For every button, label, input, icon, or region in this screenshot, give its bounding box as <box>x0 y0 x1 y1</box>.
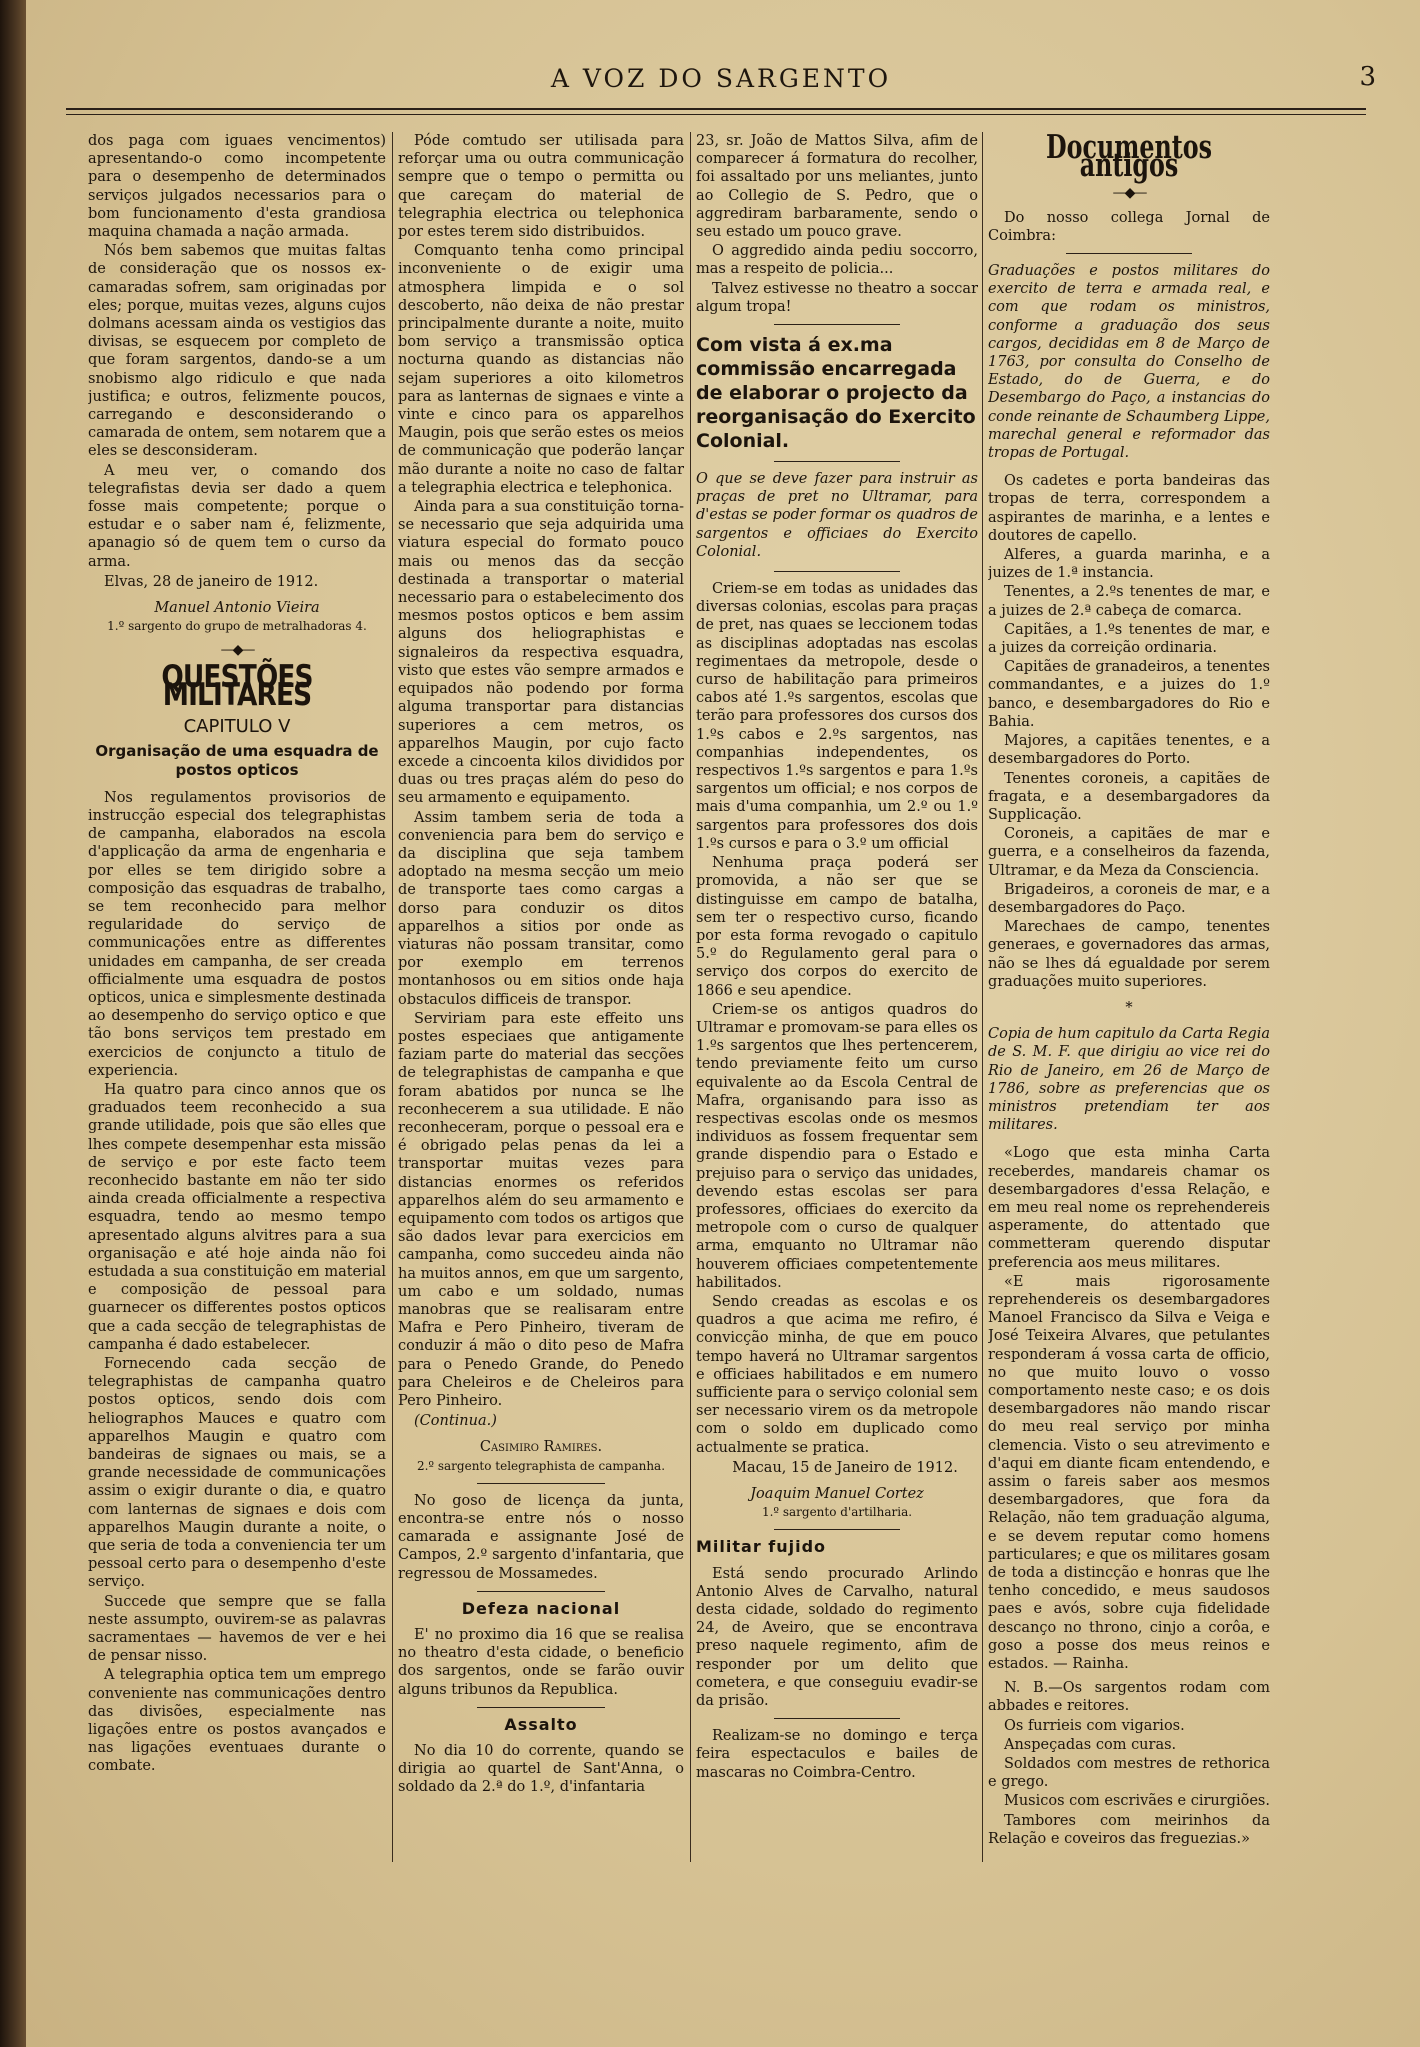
article-paragraph: Nos regulamentos provisorios de instrucção especial dos telegraphistas de campanha, elaborados na escola d'applicação da arma de engenharia e por elles se tem dirigido sobre a composição das esquadras de trabalho, se tem reconhecido para melhor regularidade do serviço de communicações entre as differentes unidades em campanha, de ser creada officialmente uma esquadra de postos opticos, unica e simplesmente destinada ao desempenho do serviço optico e que tão bons serviços tem prestado em exercicios de conjuncto a titulo de experiencia. <box>88 789 386 1079</box>
article-paragraph: Tenentes coroneis, a capitães de fragata, e a desembargadores da Supplicação. <box>988 770 1270 823</box>
author-rank: 1.º sargento do grupo de metralhadoras 4. <box>107 619 367 634</box>
article-paragraph: Marechaes de campo, tenentes generaes, e governadores das armas, não se lhes dá egualdade por serem graduações muito superiores. <box>988 919 1270 990</box>
article-paragraph: Coroneis, a capitães de mar e guerra, e a conselheiros da fazenda, Ultramar, e da Meza da Consciencia. <box>988 826 1270 879</box>
section-title: Documentos antigos <box>1046 132 1212 185</box>
divider <box>477 1483 606 1484</box>
article-paragraph: Capitães de granadeiros, a tenentes commandantes, e a juizes do 1.º banco, e desembargadores do Rio e Bahia. <box>988 659 1270 730</box>
continua-note: (Continua.) <box>414 1413 497 1430</box>
article-paragraph: Póde comtudo ser utilisada para reforçar uma ou outra communicação sempre que o tempo o permitta ou que careçam do material de telegraphia electrica ou telephonica por estes terem sido distribuidos. <box>398 133 684 241</box>
section-title: Assalto <box>504 1714 578 1734</box>
book-binding <box>0 0 26 2047</box>
article-paragraph: Alferes, a guarda marinha, e a juizes de 1.ª instancia. <box>988 547 1270 582</box>
article-paragraph: Os cadetes e porta bandeiras das tropas de terra, correspondem a aspirantes de marinha, e a lentes e doutores de capello. <box>988 473 1270 544</box>
article-paragraph: Ainda para a sua constituição torna-se necessario que seja adquirida uma viatura especial do formato pouco mais ou menos das da secção destinada a transportar o material necessario para o estabelecimento dos mesmos postos opticos e bem assim alguns dos heliographistas e signaleiros da respectiva esquadra, visto que estes vão sempre armados e equipados não podendo por forma alguma transportar para distancias superiores a cem metros, os apparelhos Maugin, por cujo facto excede a cincoenta kilos divididos por duas ou tres praças além do peso do seu armamento e equipamento. <box>398 499 684 807</box>
notice-paragraph: Realizam-se no domingo e terça feira espectaculos e bailes de mascaras no Coimbra-Centro. <box>696 1728 978 1781</box>
article-paragraph: Comquanto tenha como principal inconveniente o de exigir uma atmosphera limpida e o sol descoberto, não deixa de não prestar principalmente durante a noite, muito bom serviço a transmissão optica nocturna quando as distancias não sejam superiores a oito kilometros para as lanternas de signaes e vinte a vinte e cinco para os apparelhos Maugin, pois que serão estes os meios de communicação que poderão lançar mão durante a noite no caso de faltar a telegraphia electrica e telephonica. <box>398 243 684 496</box>
article-lead: O que se deve fazer para instruir as praças de pret no Ultramar, para d'estas se poder formar os quadros de sargentos e officiaes do Exercito Colonial. <box>696 471 978 560</box>
section-title: Defeza nacional <box>461 1598 621 1618</box>
column-3 <box>696 132 978 1872</box>
divider <box>1066 253 1193 254</box>
author-rank: 1.º sargento d'artilharia. <box>761 1505 913 1520</box>
place-date: Elvas, 28 de janeiro de 1912. <box>104 573 319 590</box>
divider <box>774 571 901 572</box>
article-paragraph: Succede que sempre que se falla neste assumpto, ouvirem-se as palavras sacramentaes — havemos de ver e hei de pensar nisso. <box>88 1593 386 1665</box>
article-paragraph: Criem-se em todas as unidades das diversas colonias, escolas para praças de pret, nas quaes se leccionem todas as disciplinas adoptadas nas escolas regimentaes da metropole, desde o curso de habilitação para primeiros cabos até 1.ºs sargentos, escolas que terão para professores dos cursos dos 1.ºs cabos e 2.ºs sargentos, nas companhias independentes, os respectivos 1.ºs sargentos e para 1.ºs sargentos um official; e nos corpos de mais d'uma companhia, um 2.º ou 1.º sargentos para professores dos dois 1.ºs cursos e para o 3.º um official <box>696 581 978 852</box>
article-paragraph: Brigadeiros, a coroneis de mar, e a desembargadores do Paço. <box>988 881 1270 916</box>
article-paragraph: Ha quatro para cinco annos que os graduados teem reconhecido a sua grande utilidade, pois que são elles que lhes compete desempenhar esta missão de serviço e por este facto teem reconhecido bastante em não ter sido ainda creada officialmente a respectiva esquadra, tendo ao mesmo tempo apresentado alguns alvitres para a sua organisação e até hoje ainda não foi estudada a sua constituição em material e composição de pessoal para guarnecer os differentes postos opticos que a cada secção de telegraphistas de campanha é dado estabelecer. <box>88 1081 386 1353</box>
article-paragraph: Fornecendo cada secção de telegraphistas de campanha quatro postos opticos, sendo dois com heliographos Mauces e quatro com apparelhos Maugin e quatro com bandeiras de signaes ou mais, se a grande necessidade de communicações assim o exigir durante o dia, e quatro com lanternas de signaes e dois com apparelhos Maugin durante a noite, o que seria de toda a conveniencia ter um pessoal certo para o desempenho d'este serviço. <box>88 1356 386 1591</box>
article-heading: Com vista á ex.ma commissão encarregada de elaborar o projecto da reorganisação do Exercito Colonial. <box>696 334 976 453</box>
divider <box>774 1718 901 1719</box>
column-rule <box>982 132 983 1862</box>
notice-paragraph: No dia 10 do corrente, quando se dirigia ao quartel de Sant'Anna, o soldado da 2.ª do 1.º, d'infantaria <box>398 1743 684 1796</box>
nb-paragraph: Os furrieis com vigarios. <box>1004 1717 1185 1734</box>
column-1 <box>88 132 386 1872</box>
article-paragraph: 23, sr. João de Mattos Silva, afim de comparecer á formatura do recolher, foi assaltado por uns meliantes, junto ao Collegio de S. Pedro, que o aggrediram barbaramente, sendo o seu estado um pouco grave. <box>696 133 978 241</box>
header-rule-thin <box>66 114 1366 115</box>
article-paragraph: Serviriam para este effeito uns postes especiaes que antigamente faziam parte do material das secções de telegraphistas de campanha e que foram abatidos por nunca se lhe reconhecerem a sua utilidade. E não reconheceram, porque o pessoal era e é obrigado pelas penas da lei a transportar muitas vezes para distancias enormes os referidos apparelhos além do seu armamento e equipamento com todos os artigos que são dados levar para exercicios em campanha, como succedeu ainda não ha muitos annos, em que um sargento, um cabo e um soldado, numas manobras que se realisaram entre Mafra e Pero Pinheiro, tiveram de conduzir á mão o dito peso de Mafra para o Penedo Grande, do Penedo para Cheleiros e de Cheleiros para Pero Pinheiro. <box>398 1010 684 1410</box>
nb-paragraph: Musicos com escrivães e cirurgiões. <box>1004 1793 1270 1810</box>
notice-paragraph: No goso de licença da junta, encontra-se entre nós o nosso camarada e assignante José de Campos, 2.º sargento d'infantaria, que regressou de Mossamedes. <box>398 1492 684 1582</box>
article-lead: Graduações e postos militares do exercito de terra e armada real, e com que rodam os ministros, conforme a graduação dos seus cargos, decididas em 8 de Março de 1763, por consulta do Conselho de Estado, do de Guerra, e do Desembargo do Paço, a instancias do conde reinante de Schaumberg Lippe, marechal general e reformador das tropas de Portugal. <box>988 263 1270 462</box>
place-date: Macau, 15 de Janeiro de 1912. <box>732 1459 958 1476</box>
author-signature: Joaquim Manuel Cortez <box>750 1486 924 1502</box>
notice-paragraph: Está sendo procurado Arlindo Antonio Alves de Carvalho, natural desta cidade, soldado do regimento 24, de Aveiro, que se encontrava preso naquele regimento, afim de responder por um delito que cometera, e que conseguiu evadir-se da prisão. <box>696 1565 978 1710</box>
article-paragraph: Nós bem sabemos que muitas faltas de consideração que os nossos ex-camaradas sofrem, sam originadas por eles; porque, muitas vezes, alguns cujos dolmans acessam ainda os vestigios das divisas, se esquecem por completo de que foram sargentos, dando-se a um snobismo algo ridiculo e que nada justifica; e outros, felizmente poucos, carregando e desconsiderando o camarada de ontem, sem notarem que a eles se desconsideram. <box>88 243 386 460</box>
divider <box>477 1707 606 1708</box>
article-subtitle: Organisação de uma esquadra de postos opticos <box>95 742 379 779</box>
author-signature: Manuel Antonio Vieira <box>154 600 320 617</box>
article-paragraph: A meu ver, o comando dos telegrafistas devia ser dado a quem fosse mais competente; porque o estudar e o saber nam é, felizmente, apanagio só de quem tem o curso da arma. <box>88 462 386 570</box>
article-paragraph: O aggredido ainda pediu soccorro, mas a respeito de policia... <box>696 243 978 278</box>
nb-paragraph: N. B.—Os sargentos rodam com abbades e reitores. <box>988 1680 1270 1715</box>
nb-paragraph: Soldados com mestres de rethorica e grego. <box>988 1756 1270 1791</box>
article-lead: Copia de hum capitulo da Carta Regia de S. M. F. que dirigiu ao vice rei do Rio de Janeiro, em 26 de Março de 1786, sobre as preferencias que os ministros pretendiam ter aos militares. <box>988 1026 1270 1134</box>
section-title: QUESTÕES MILITARES <box>161 658 313 713</box>
header-rule <box>66 108 1366 110</box>
section-title: Militar fujido <box>696 1537 827 1557</box>
column-2 <box>398 132 684 1872</box>
author-rank: 2.º sargento telegraphista de campanha. <box>416 1458 666 1473</box>
author-signature: Casimiro Ramires. <box>479 1439 603 1456</box>
article-paragraph: Sendo creadas as escolas e os quadros a que acima me refiro, é convicção minha, de que em pouco tempo haverá no Ultramar sargentos e officiaes habilitados e em numero sufficiente para o serviço colonial sem ser necessario virem os da metropole com o soldo em duplicado como actualmente se pratica. <box>696 1293 978 1456</box>
divider <box>774 1529 901 1530</box>
notice-paragraph: E' no proximo dia 16 que se realisa no theatro d'esta cidade, o beneficio dos sargentos, onde se farão ouvir alguns tribunos da Republica. <box>398 1627 684 1698</box>
divider <box>774 324 901 325</box>
masthead-title: A VOZ DO SARGENTO <box>550 64 892 93</box>
star-separator: * <box>1125 999 1133 1016</box>
article-paragraph: dos paga com iguaes vencimentos) apresentando-o como incompetente para o desempenho de determinados serviços julgados necessarios para o bom funcionamento d'esta grandiosa maquina chamada a nação armada. <box>88 133 386 241</box>
article-paragraph: Tenentes, a 2.ºs tenentes de mar, e a juizes de 2.ª cabeça de comarca. <box>988 584 1270 619</box>
article-paragraph: Capitães, a 1.ºs tenentes de mar, e a juizes da correição ordinaria. <box>988 621 1270 657</box>
divider <box>477 1591 606 1592</box>
column-rule <box>690 132 691 1862</box>
article-paragraph: Talvez estivesse no theatro a soccar algum tropa! <box>696 280 978 315</box>
chapter-heading: CAPITULO V <box>183 716 291 738</box>
article-paragraph: Nenhuma praça poderá ser promovida, a não ser que se distinguisse em campo de batalha, sem ter o respectivo curso, ficando por esta forma revogado o capitulo 5.º do Regulamento geral para o serviço dos corpos do exercito de 1866 e seu apendice. <box>696 855 978 999</box>
page-number: 3 <box>1359 62 1376 92</box>
nb-paragraph: Tambores com meirinhos da Relação e coveiros das freguezias.» <box>988 1812 1270 1847</box>
article-paragraph: Assim tambem seria de toda a conveniencia para bem do serviço e da disciplina que seja tambem adoptado na mesma secção um meio de transporte taes como cargas a dorso para conduzir os ditos apparelhos a sitios por onde as viaturas não possam transitar, como por exemplo em terrenos montanhosos ou em sitios onde haja obstaculos difficeis de transpor. <box>398 809 684 1008</box>
page-header <box>66 62 1376 102</box>
quote-paragraph: «Logo que esta minha Carta receberdes, mandareis chamar os desembargadores d'essa Relação, e em meu real nome os reprehendereis asperamente, do attentado que commetteram querendo disputar preferencia aos meus militares. <box>988 1145 1270 1271</box>
column-rule <box>392 132 393 1862</box>
article-paragraph: Criem-se os antigos quadros do Ultramar e promovam-se para elles os 1.ºs sargentos que lhes pertencerem, tendo previamente feito um curso equivalente ao da Escola Central de Mafra, organisando para isso as respectivas escolas onde os mesmos individuos as fossem frequentar sem grande dispendio para o Estado e prejuiso para o serviço das unidades, devendo estas escolas ser para professores, officiaes do exercito da metropole com o curso de qualquer arma, emquanto no Ultramar não houverem officiaes competentemente habilitados. <box>696 1001 978 1291</box>
ornament-divider: —◆— <box>1112 185 1146 202</box>
intro-line: Do nosso collega Jornal de Coimbra: <box>988 209 1270 244</box>
ornament-divider: —◆— <box>220 642 254 659</box>
newspaper-page <box>26 0 1420 2047</box>
divider <box>774 461 901 462</box>
article-paragraph: A telegraphia optica tem um emprego conveniente nas communicações dentro das divisões, especialmente nas ligações entre os postos avançados e nas ligações eventuaes durante o combate. <box>88 1667 386 1775</box>
nb-paragraph: Anspeçadas com curas. <box>1004 1736 1177 1753</box>
article-paragraph: Majores, a capitães tenentes, e a desembargadores do Porto. <box>988 733 1270 768</box>
column-4 <box>988 132 1270 1872</box>
quote-paragraph: «E mais rigorosamente reprehendereis os desembargadores Manoel Francisco da Silva e Veiga e José Teixeira Alvares, que petulantes responderam á vossa carta de officio, no que muito louvo o vosso comportamento neste caso; e os dois desembargadores não mando riscar do meu real serviço por minha clemencia. Visto o seu atrevimento e d'aqui em diante ficam entendendo, e assim o fareis saber aos mesmos desembargadores, que fora da Relação, não tem graduação alguma, e se devem reputar como homens particulares; e que os militares gosam de toda a distincção e honras que lhe tenho concedido, e meus saudosos paes e avós, sobre cuja fidelidade descanço no throno, cinjo a corôa, e goso a posse dos meus reinos e estados. — Rainha. <box>988 1273 1270 1673</box>
